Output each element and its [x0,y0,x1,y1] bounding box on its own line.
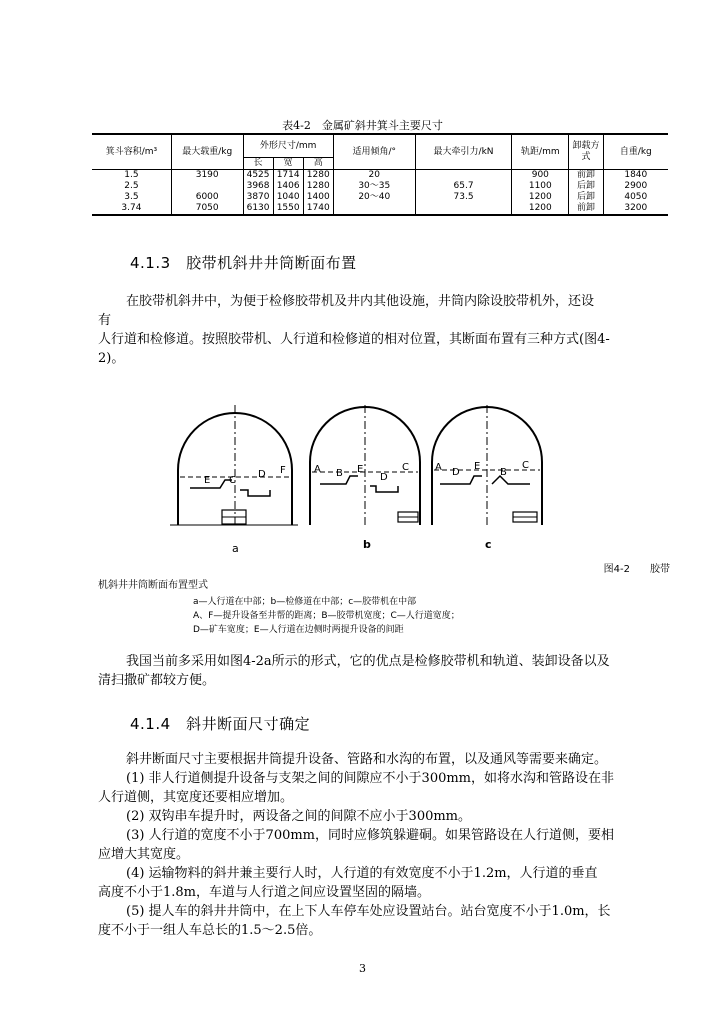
page-number: 3 [359,962,366,975]
label-c-0: A [435,462,442,473]
skip-dimensions-table [92,133,668,216]
section-title-4-1-4: 4.1.4 斜井断面尺寸确定 [130,715,311,733]
text-line: 我国当前多采用如图4-2a所示的形式，它的优点是检修胶带机和轨道、装卸设备以及 [126,654,610,669]
shaft-section-figure [170,400,620,560]
cell: 后卸 [569,181,603,192]
cell: 1714 [273,170,303,182]
cell: 6000 [171,192,243,203]
table-row [92,203,668,215]
cell: 30～35 [333,181,415,192]
cell: 7050 [171,203,243,215]
header-angle: 适用倾角/° [333,134,415,170]
cell: 前卸 [569,203,603,215]
header-gauge: 轨距/mm [512,134,569,170]
text-line: 人行道和检修道。按照胶带机、人行道和检修道的相对位置，其断面布置有三种方式(图4- [98,332,610,347]
cell: 900 [512,170,569,182]
header-traction: 最大牵引力/kN [415,134,512,170]
label-a-2: D [258,469,266,480]
header-dim-len: 长 [243,158,273,170]
cell: 2.5 [92,181,171,192]
cell: 1100 [512,181,569,192]
text-line: (5) 提人车的斜井井筒中，在上下人车停车处应设置站台。站台宽度不小于1.0m，长 [126,904,611,919]
cell: 1.5 [92,170,171,182]
text-line: 度不小于一组人车总长的1.5～2.5倍。 [98,923,322,938]
table-row [92,170,668,182]
header-volume: 箕斗容积/m³ [92,134,171,170]
text-line: 清扫撒矿都较方便。 [98,673,216,688]
header-max-load: 最大载重/kg [171,134,243,170]
cell: 65.7 [415,181,512,192]
cell: 20～40 [333,192,415,203]
header-dims: 外形尺寸/mm [243,134,333,158]
cell: 4525 [243,170,273,182]
label-a-3: F [280,465,286,476]
text-line: (2) 双钩串车提升时，两设备之间的间隙不应小于300mm。 [126,809,472,824]
section-diagram-a [170,405,298,525]
label-c-3: B [500,467,507,478]
sub-label-a: a [232,542,239,555]
cell: 3.74 [92,203,171,215]
cell: 73.5 [415,192,512,203]
text-line: 有 [98,313,112,328]
cell: 3.5 [92,192,171,203]
cell [333,203,415,215]
cell: 前卸 [569,170,603,182]
cell: 1400 [303,192,333,203]
cell: 1406 [273,181,303,192]
figure-note-2: A、F—提升设备至井帮的距离；B—胶带机宽度；C—人行道宽度； [193,611,460,621]
label-b-1: B [336,468,343,479]
paragraph-belt-layout [98,292,670,368]
paragraph-size-rules [98,750,670,940]
cell [415,170,512,182]
label-b-2: E [357,464,364,475]
cell: 1200 [512,203,569,215]
cell: 1740 [303,203,333,215]
text-line: 应增大其宽度。 [98,847,190,862]
text-line: (4) 运输物料的斜井兼主要行人时，人行道的有效宽度不小于1.2m，人行道的垂直 [126,866,598,881]
sub-label-c: c [485,538,492,551]
label-b-4: C [402,462,409,473]
cell: 1200 [512,192,569,203]
cell: 后卸 [569,192,603,203]
text-line: 高度不小于1.8m，车道与人行道之间应设置坚固的隔墙。 [98,885,431,900]
cell: 1280 [303,170,333,182]
table-row [92,192,668,203]
figure-note-1: a—人行道在中部；b—检修道在中部；c—胶带机在中部 [193,597,417,607]
cell: 6130 [243,203,273,215]
figure-note-3: D—矿车宽度；E—人行道在边侧时两提升设备的间距 [193,625,404,635]
label-a-1: C [229,475,236,486]
label-c-2: E [474,461,481,472]
header-unload: 卸载方式 [569,134,603,170]
table-row [92,181,668,192]
label-b-0: A [314,464,321,475]
label-b-3: D [380,472,388,483]
cell [171,181,243,192]
text-line: (1) 非人行道侧提升设备与支架之间的间隙应不小于300mm，如将水沟和管路设在非 [126,771,615,786]
cell [415,203,512,215]
text-line: 人行道侧，其宽度还要相应增加。 [98,790,294,805]
label-a-0: E [204,475,211,486]
text-line: 斜井断面尺寸主要根据井筒提升设备、管路和水沟的布置，以及通风等需要来确定。 [126,752,608,767]
text-line: (3) 人行道的宽度不小于700mm，同时应修筑躲避硐。如果管路设在人行道侧，要相 [126,828,615,843]
cell: 20 [333,170,415,182]
table-caption: 表4-2 金属矿斜井箕斗主要尺寸 [282,119,443,132]
paragraph-advantage [98,652,670,690]
header-dim-width: 宽 [273,158,303,170]
cell: 1550 [273,203,303,215]
cell: 1280 [303,181,333,192]
text-line: 2)。 [98,351,125,366]
cell: 1840 [603,170,668,182]
header-dim-height: 高 [303,158,333,170]
cell: 4050 [603,192,668,203]
cell: 3870 [243,192,273,203]
cell: 2900 [603,181,668,192]
figure-caption-right: 图4-2 胶带 [603,564,670,575]
cell: 1040 [273,192,303,203]
section-title-4-1-3: 4.1.3 胶带机斜井井筒断面布置 [130,254,357,272]
cell: 3190 [171,170,243,182]
label-c-1: D [452,467,460,478]
text-line: 在胶带机斜井中，为便于检修胶带机及井内其他设施，井筒内除设胶带机外，还设 [126,294,595,309]
cell: 3968 [243,181,273,192]
sub-label-b: b [363,538,371,551]
figure-caption-left: 机斜井井筒断面布置型式 [98,580,208,591]
cell: 3200 [603,203,668,215]
label-c-4: C [522,460,529,471]
header-weight: 自重/kg [603,134,668,170]
